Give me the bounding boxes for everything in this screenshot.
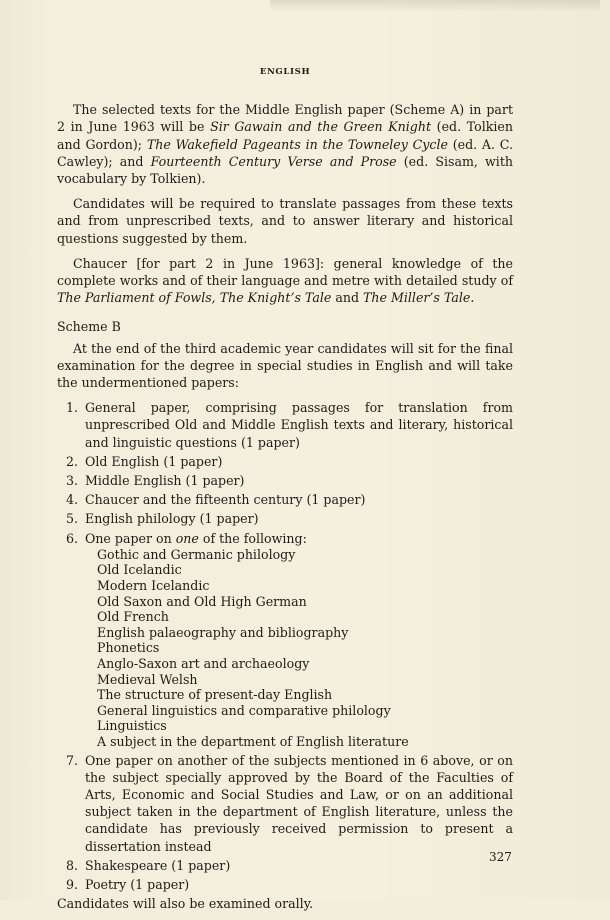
option-item: English palaeography and bibliography [97, 624, 349, 640]
closing-note: Candidates will also be examined orally. [57, 896, 314, 912]
scheme-b-intro: At the end of the third academic year candidates will sit for the final examination for the degree in special studies in English and will take the undermentioned papers: [57, 340, 513, 391]
option-item: Gothic and Germanic philology [97, 546, 296, 562]
list-item: 9. Poetry (1 paper) [66, 877, 190, 893]
show-through-shadow [270, 0, 600, 12]
option-item: Modern Icelandic [97, 578, 210, 594]
option-item: Phonetics [97, 640, 160, 656]
list-item: 3. Middle English (1 paper) [66, 473, 245, 489]
page-number: 327 [489, 850, 512, 864]
option-item: Old Icelandic [97, 562, 182, 578]
option-item: Linguistics [97, 718, 167, 734]
option-item: Anglo-Saxon art and archaeology [97, 656, 310, 672]
chaucer-paragraph: Chaucer [for part 2 in June 1963]: general knowledge of the complete works and of their language and metre with detailed study of The Parliament of Fowls, The Knight’s Tale and The Miller’s Tale. [57, 255, 513, 306]
texts-paragraph: The selected texts for the Middle English paper (Scheme A) in part 2 in June 1963 will be Sir Gawain and the Green Knight (ed. Tolkien and Gordon); The Wakefield Pageants in the Towneley Cycle (ed. A. C. Cawley); and Fourteenth Century Verse and Prose (ed. Sisam, with vocabulary by Tolkien). [57, 102, 514, 187]
list-item: 5. English philology (1 paper) [66, 511, 259, 527]
option-item: The structure of present-day English [97, 687, 333, 703]
option-item: Old Saxon and Old High German [97, 593, 307, 609]
list-item: 8. Shakespeare (1 paper) [66, 857, 231, 873]
option-item: Medieval Welsh [97, 671, 198, 687]
option-item: Old French [97, 609, 169, 625]
title-gawain: Sir Gawain and the Green Knight [210, 119, 432, 135]
translation-paragraph: Candidates will be required to translate passages from these texts and from unprescribed texts, and to answer literary and historical questions suggested by them. [57, 196, 513, 246]
list-item: 6. One paper on one of the following: Gothic and Germanic philology Old Icelandic Modern Icelandic Old Saxon and Old High German Old French English palaeography and bibliography Phonetics Anglo-Saxon art and archaeology Medieval Welsh The structure of present-day English General linguistics and comparative philology Linguistics A subject in the department of English literature [57, 530, 513, 750]
option-item: General linguistics and comparative philology [97, 702, 391, 718]
list-item: 7. One paper on another of the subjects mentioned in 6 above, or on the subject specially approved by the Board of the Faculties of Arts, Economic and Social Studies and Law, or on an additional subject taken in the department of English literature, unless the candidate has previously received permission to present a dissertation instead [66, 752, 513, 854]
title-wakefield: The Wakefield Pageants in the Towneley Cycle [146, 136, 448, 152]
title-millers-tale: The Miller’s Tale. [363, 290, 475, 306]
running-head: ENGLISH [259, 67, 311, 77]
title-parliament: The Parliament of Fowls, The Knight’s Tale [57, 290, 332, 306]
options-list [85, 547, 513, 750]
page-body [57, 64, 513, 920]
title-fourteenth-century: Fourteenth Century Verse and Prose [150, 153, 397, 169]
list-item: 2. Old English (1 paper) [66, 453, 223, 469]
papers-list [57, 399, 513, 893]
list-item: 1. General paper, comprising passages for translation from unprescribed Old and Middle English texts and literary, historical and linguistic questions (1 paper) [66, 400, 513, 450]
scheme-b-heading: Scheme B [57, 319, 121, 335]
option-item: A subject in the department of English literature [97, 734, 409, 749]
list-item: 4. Chaucer and the fifteenth century (1 paper) [66, 492, 366, 508]
